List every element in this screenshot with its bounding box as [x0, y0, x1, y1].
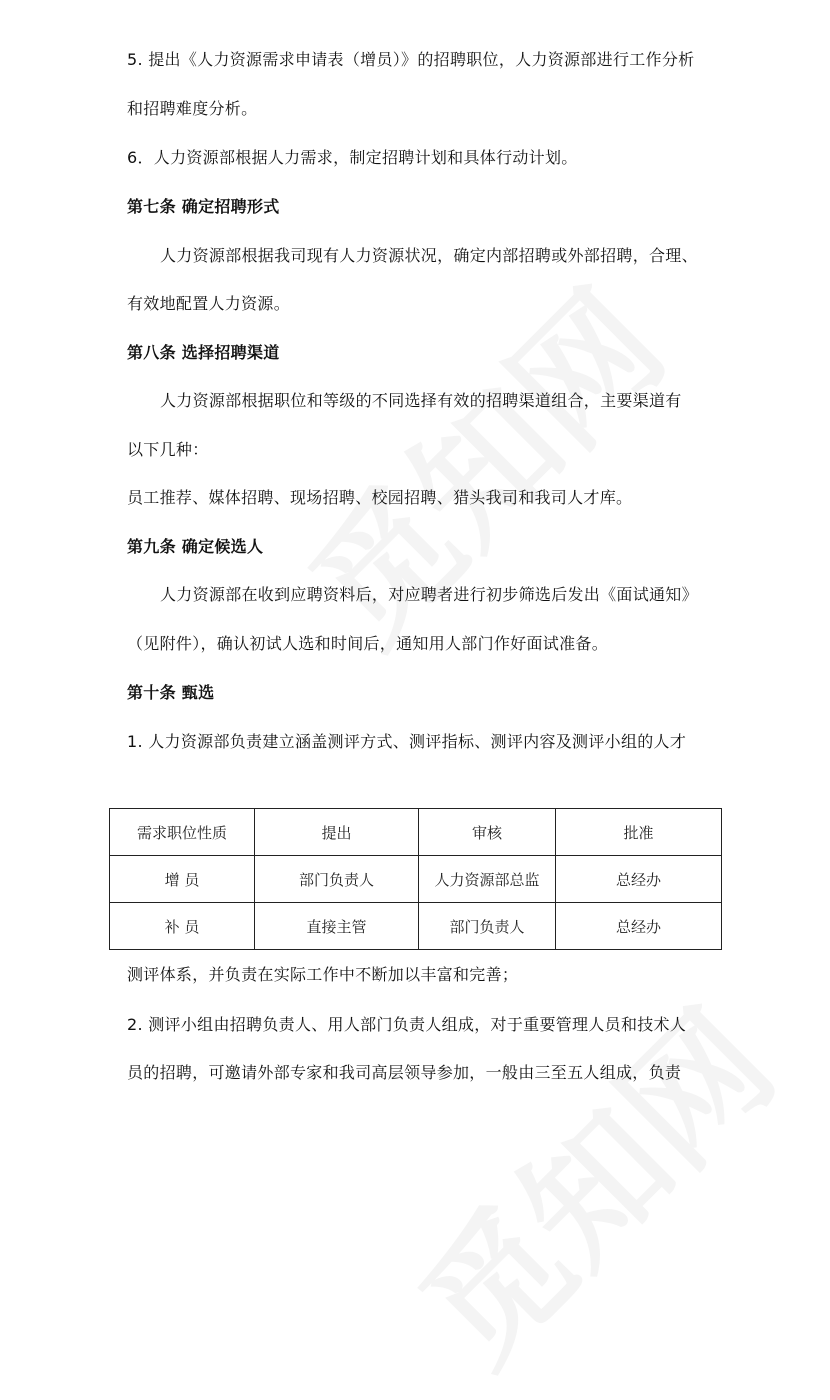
article-8-para-line-1: 人力资源部根据职位和等级的不同选择有效的招聘渠道组合，主要渠道有	[160, 391, 682, 410]
table-cell: 部门负责人	[255, 856, 419, 903]
article-8-channels: 员工推荐、媒体招聘、现场招聘、校园招聘、猎头我司和我司人才库。	[127, 488, 633, 507]
article-10-item-1-line-2: 测评体系，并负责在实际工作中不断加以丰富和完善；	[127, 965, 519, 984]
article-7-heading: 第七条 确定招聘形式	[127, 197, 280, 216]
table-header: 批准	[556, 809, 722, 856]
table-row	[110, 856, 722, 903]
watermark	[260, 241, 699, 680]
table-cell: 总经办	[556, 856, 722, 903]
article-7-para-line-2: 有效地配置人力资源。	[127, 294, 291, 313]
table-cell: 增 员	[110, 856, 255, 903]
article-9-para-line-2: （见附件），确认初试人选和时间后，通知用人部门作好面试准备。	[127, 634, 609, 653]
table-cell: 人力资源部总监	[419, 856, 556, 903]
table-header-row	[110, 809, 722, 856]
table-header: 提出	[255, 809, 419, 856]
table-header: 需求职位性质	[110, 809, 255, 856]
article-10-heading: 第十条 甄选	[127, 683, 215, 702]
table-cell: 直接主管	[255, 903, 419, 950]
table-cell: 部门负责人	[419, 903, 556, 950]
approval-table	[109, 808, 722, 950]
item-5-line-1: 5. 提出《人力资源需求申请表（增员）》的招聘职位，人力资源部进行工作分析	[127, 50, 695, 69]
article-8-heading: 第八条 选择招聘渠道	[127, 343, 280, 362]
article-10-item-1-line-1: 1. 人力资源部负责建立涵盖测评方式、测评指标、测评内容及测评小组的人才	[127, 732, 687, 751]
article-7-para-line-1: 人力资源部根据我司现有人力资源状况，确定内部招聘或外部招聘，合理、	[160, 246, 698, 265]
table-row	[110, 903, 722, 950]
article-9-para-line-1: 人力资源部在收到应聘资料后，对应聘者进行初步筛选后发出《面试通知》	[160, 585, 698, 604]
item-6: 6．人力资源部根据人力需求，制定招聘计划和具体行动计划。	[127, 148, 578, 167]
table-cell: 总经办	[556, 903, 722, 950]
item-5-line-2: 和招聘难度分析。	[127, 99, 258, 118]
article-10-item-2-line-2: 员的招聘，可邀请外部专家和我司高层领导参加，一般由三至五人组成，负责	[127, 1063, 682, 1082]
table-cell: 补 员	[110, 903, 255, 950]
article-9-heading: 第九条 确定候选人	[127, 537, 264, 556]
table-header: 审核	[419, 809, 556, 856]
article-8-para-line-2: 以下几种：	[127, 440, 209, 459]
article-10-item-2-line-1: 2. 测评小组由招聘负责人、用人部门负责人组成，对于重要管理人员和技术人	[127, 1015, 687, 1034]
